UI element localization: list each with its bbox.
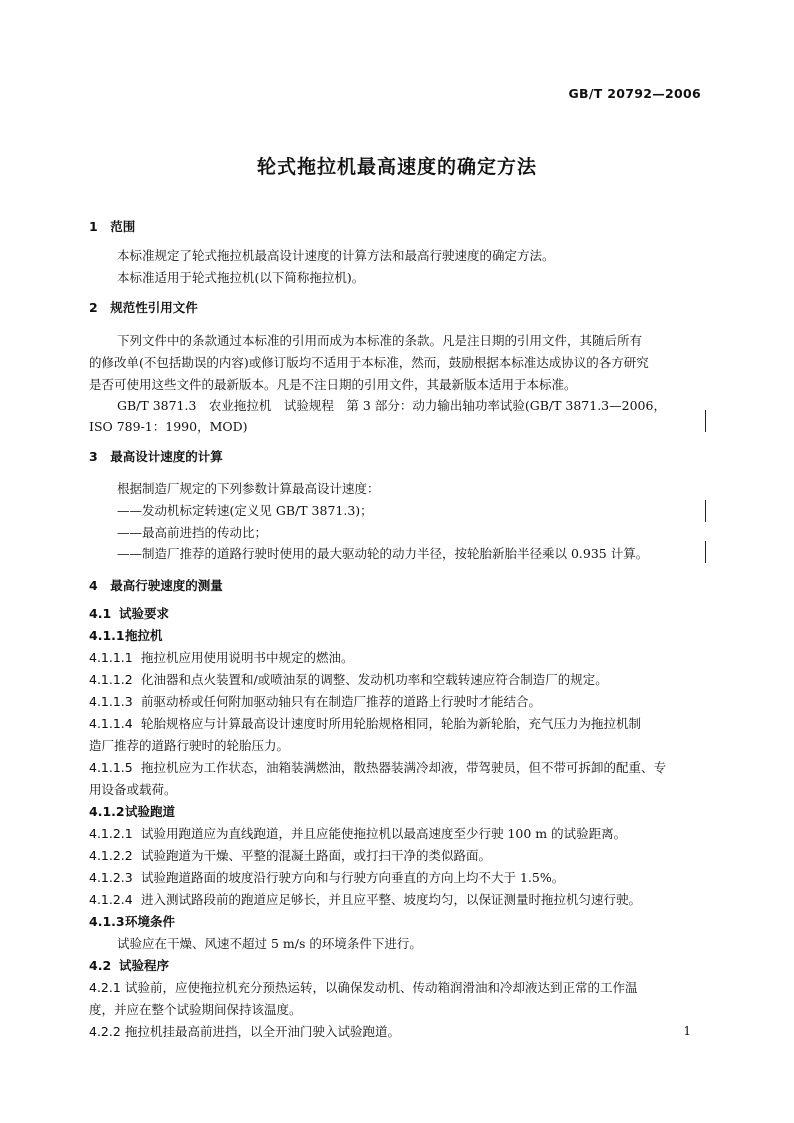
clause-4-1-1-heading xyxy=(89,627,714,645)
clause-title: 试验程序 xyxy=(119,958,170,973)
clause-4-1-3-text: 试验应在干燥、风速不超过 5 m/s 的环境条件下进行。 xyxy=(117,936,422,951)
clause-number: 4.1.1.3 xyxy=(89,694,133,709)
section-3-item-3: ——制造厂推荐的道路行驶时使用的最大驱动轮的动力半径，按轮胎新胎半径乘以 0.935 计算。 xyxy=(117,546,649,561)
clause-number: 4.1.2.4 xyxy=(89,892,133,907)
clause-4-1-2-heading xyxy=(89,803,714,821)
clause-text: 化油器和点火装置和/或喷油泵的调整、发动机功率和空载转速应符合制造厂的规定。 xyxy=(141,672,608,687)
revision-mark xyxy=(705,410,706,432)
clause-text: 轮胎规格应与计算最高设计速度时所用轮胎规格相同，轮胎为新轮胎，充气压力为拖拉机制 xyxy=(141,716,642,731)
section-3-intro: 根据制造厂规定的下列参数计算最高设计速度： xyxy=(117,481,380,496)
clause-number: 4.2.1 xyxy=(89,980,121,995)
section-1-heading: 1 范围 xyxy=(89,219,136,234)
clause-4-2-2 xyxy=(89,1023,714,1041)
clause-text: 前驱动桥或任何附加驱动轴只有在制造厂推荐的道路上行驶时才能结合。 xyxy=(141,694,542,709)
clause-number: 4.1.1 xyxy=(89,628,125,643)
clause-text: 试验前，应使拖拉机充分预热运转，以确保发动机、传动箱润滑油和冷却液达到正常的工作温 xyxy=(125,980,638,995)
clause-number: 4.1.2.1 xyxy=(89,826,133,841)
clause-4-1-1-1 xyxy=(89,649,714,667)
clause-4-1-1-4 xyxy=(89,715,714,733)
clause-4-1-2-4 xyxy=(89,891,714,909)
clause-text: 拖拉机应为工作状态，油箱装满燃油，散热器装满冷却液，带驾驶员，但不带可拆卸的配重、专 xyxy=(141,760,667,775)
normative-reference-line-2: ISO 789-1：1990，MOD) xyxy=(89,419,248,434)
clause-4-1-2-3 xyxy=(89,869,714,887)
clause-number: 4.1 xyxy=(89,606,112,621)
clause-number: 4.2.2 xyxy=(89,1024,121,1039)
normative-reference-line-1: GB/T 3871.3 农业拖拉机 试验规程 第 3 部分：动力输出轴功率试验(GB/T 3871.3—2006， xyxy=(117,398,666,413)
clause-4-1-1-5 xyxy=(89,759,714,777)
clause-title: 环境条件 xyxy=(125,914,176,929)
standard-number: GB/T 20792—2006 xyxy=(568,86,701,101)
clause-4-1-heading xyxy=(89,605,714,623)
clause-4-1-2-1 xyxy=(89,825,714,843)
clause-4-1-3-heading xyxy=(89,913,714,931)
section-2-para-line-1: 下列文件中的条款通过本标准的引用而成为本标准的条款。凡是注日期的引用文件，其随后所有 xyxy=(117,333,643,348)
clause-number: 4.1.1.5 xyxy=(89,760,133,775)
section-3-item-2: ——最高前进挡的传动比； xyxy=(117,525,268,540)
clause-number: 4.1.1.2 xyxy=(89,672,133,687)
document-title: 轮式拖拉机最高速度的确定方法 xyxy=(256,156,537,178)
clause-number: 4.1.2.3 xyxy=(89,870,133,885)
section-3-heading: 3 最高设计速度的计算 xyxy=(89,449,223,464)
clause-number: 4.1.2.2 xyxy=(89,848,133,863)
section-1-para-1: 本标准规定了轮式拖拉机最高设计速度的计算方法和最高行驶速度的确定方法。 xyxy=(117,248,555,263)
clause-text: 试验跑道为干燥、平整的混凝土路面，或打扫干净的类似路面。 xyxy=(141,848,492,863)
clause-4-1-1-4-continued: 造厂推荐的道路行驶时的轮胎压力。 xyxy=(89,738,290,753)
section-1-para-2: 本标准适用于轮式拖拉机(以下简称拖拉机)。 xyxy=(117,270,365,285)
clause-4-1-2-2 xyxy=(89,847,714,865)
revision-mark xyxy=(705,500,706,522)
clause-title: 试验要求 xyxy=(119,606,170,621)
clause-text: 拖拉机挂最高前进挡，以全开油门驶入试验跑道。 xyxy=(125,1024,401,1039)
clause-text: 试验用跑道应为直线跑道，并且应能使拖拉机以最高速度至少行驶 100 m 的试验距离。 xyxy=(141,826,627,841)
clause-4-2-1-continued: 度，并应在整个试验期间保持该温度。 xyxy=(89,1002,302,1017)
clause-text: 进入测试路段前的跑道应足够长，并且应平整、坡度均匀，以保证测量时拖拉机匀速行驶。 xyxy=(141,892,642,907)
clause-4-2-heading xyxy=(89,957,714,975)
clause-4-1-1-5-continued: 用设备或载荷。 xyxy=(89,782,177,797)
clause-number: 4.1.2 xyxy=(89,804,125,819)
revision-mark xyxy=(705,541,706,563)
clause-number: 4.1.1.4 xyxy=(89,716,133,731)
section-4-heading: 4 最高行驶速度的测量 xyxy=(89,578,223,593)
section-2-para-line-3: 是否可使用这些文件的最新版本。凡是不注日期的引用文件，其最新版本适用于本标准。 xyxy=(89,377,577,392)
clause-title: 试验跑道 xyxy=(125,804,176,819)
clause-number: 4.2 xyxy=(89,958,112,973)
page-number: 1 xyxy=(683,1024,691,1038)
section-2-heading: 2 规范性引用文件 xyxy=(89,300,198,315)
clause-text: 试验跑道路面的坡度沿行驶方向和与行驶方向垂直的方向上均不大于 1.5%。 xyxy=(141,870,565,885)
clause-number: 4.1.3 xyxy=(89,914,125,929)
clause-text: 拖拉机应用使用说明书中规定的燃油。 xyxy=(141,650,354,665)
clause-4-1-1-2 xyxy=(89,671,714,689)
section-3-item-1: ——发动机标定转速(定义见 GB/T 3871.3)； xyxy=(117,503,373,518)
section-2-para-line-2: 的修改单(不包括勘误的内容)或修订版均不适用于本标准，然而，鼓励根据本标准达成协议的各方研究 xyxy=(89,355,649,370)
clause-number: 4.1.1.1 xyxy=(89,650,133,665)
clause-4-1-1-3 xyxy=(89,693,714,711)
clause-4-2-1 xyxy=(89,979,714,997)
clause-title: 拖拉机 xyxy=(125,628,163,643)
